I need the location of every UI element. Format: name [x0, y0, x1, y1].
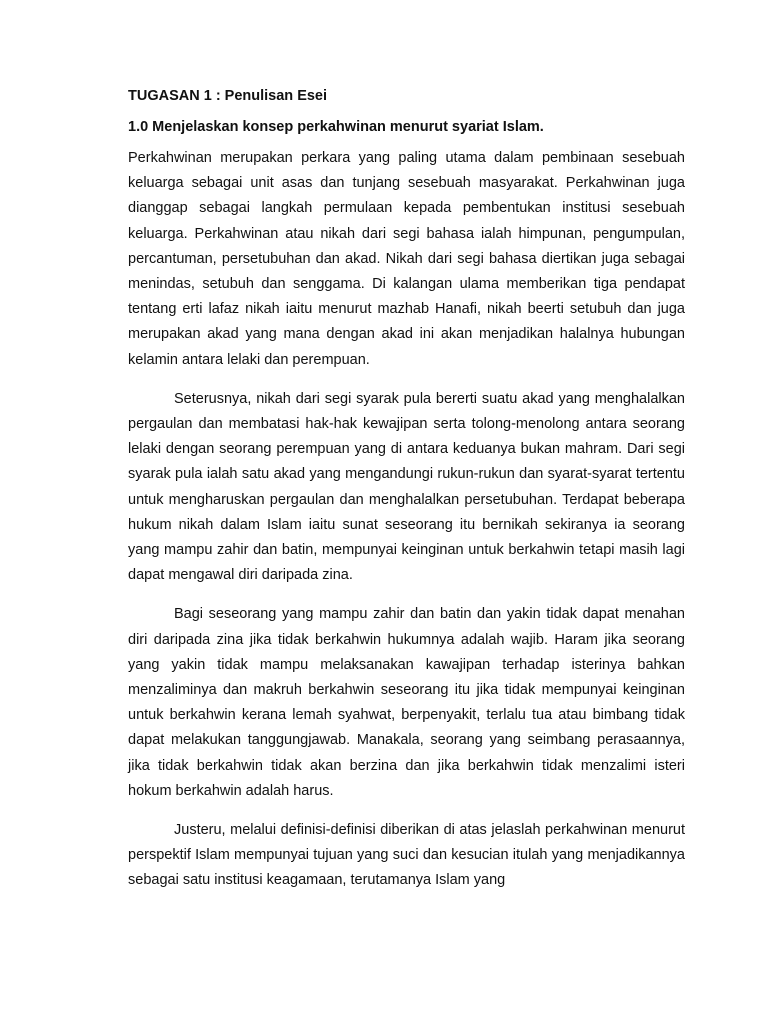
document-title: TUGASAN 1 : Penulisan Esei [128, 88, 328, 104]
document-body [128, 86, 685, 908]
section-heading: 1.0 Menjelaskan konsep perkahwinan menurut syariat Islam. [128, 119, 544, 135]
paragraph-4: Justeru, melalui definisi-definisi diberikan di atas jelaslah perkahwinan menurut perspektif Islam mempunyai tujuan yang suci dan kesucian itulah yang menjadikannya sebagai satu institusi keagamaan, terutamanya Islam yang [128, 822, 685, 889]
paragraph-1: Perkahwinan merupakan perkara yang paling utama dalam pembinaan sesebuah keluarga sebagai unit asas dan tunjang sesebuah masyarakat. Perkahwinan juga dianggap sebagai langkah permulaan kepada pembentukan institusi sesebuah keluarga. Perkahwinan atau nikah dari segi bahasa ialah himpunan, pengumpulan, percantuman, persetubuhan dan akad. Nikah dari segi bahasa diertikan juga sebagai menindas, setubuh dan senggama. Di kalangan ulama memberikan tiga pendapat tentang erti lafaz nikah iaitu menurut mazhab Hanafi, nikah beerti setubuh dan juga merupakan akad yang mana dengan akad ini akan menjadikan halalnya hubungan kelamin antara lelaki dan perempuan. [128, 150, 685, 368]
paragraph-3: Bagi seseorang yang mampu zahir dan batin dan yakin tidak dapat menahan diri daripada zina jika tidak berkahwin hukumnya adalah wajib. Haram jika seorang yang yakin tidak mampu melaksanakan kawajipan terhadap isterinya bahkan menzaliminya dan makruh berkahwin seseorang itu jika tidak mempunyai keinginan untuk berkahwin kerana lemah syahwat, berpenyakit, terlalu tua atau bimbang tidak dapat melakukan tanggungjawab. Manakala, seorang yang seimbang perasaannya, jika tidak berkahwin tidak akan berzina dan jika berkahwin tidak menzalimi isteri hokum berkahwin adalah harus. [128, 606, 685, 799]
paragraph-2: Seterusnya, nikah dari segi syarak pula bererti suatu akad yang menghalalkan pergaulan dan membatasi hak-hak kewajipan serta tolong-menolong antara seorang lelaki dengan seorang perempuan yang di antara keduanya bukan mahram. Dari segi syarak pula ialah satu akad yang mengandungi rukun-rukun dan syarat-syarat tertentu untuk mengharuskan pergaulan dan menghalalkan persetubuhan. Terdapat beberapa hukum nikah dalam Islam iaitu sunat seseorang itu bernikah sekiranya ia seorang yang mampu zahir dan batin, mempunyai keinginan untuk berkahwin tetapi masih lagi dapat mengawal diri daripada zina. [128, 390, 685, 584]
